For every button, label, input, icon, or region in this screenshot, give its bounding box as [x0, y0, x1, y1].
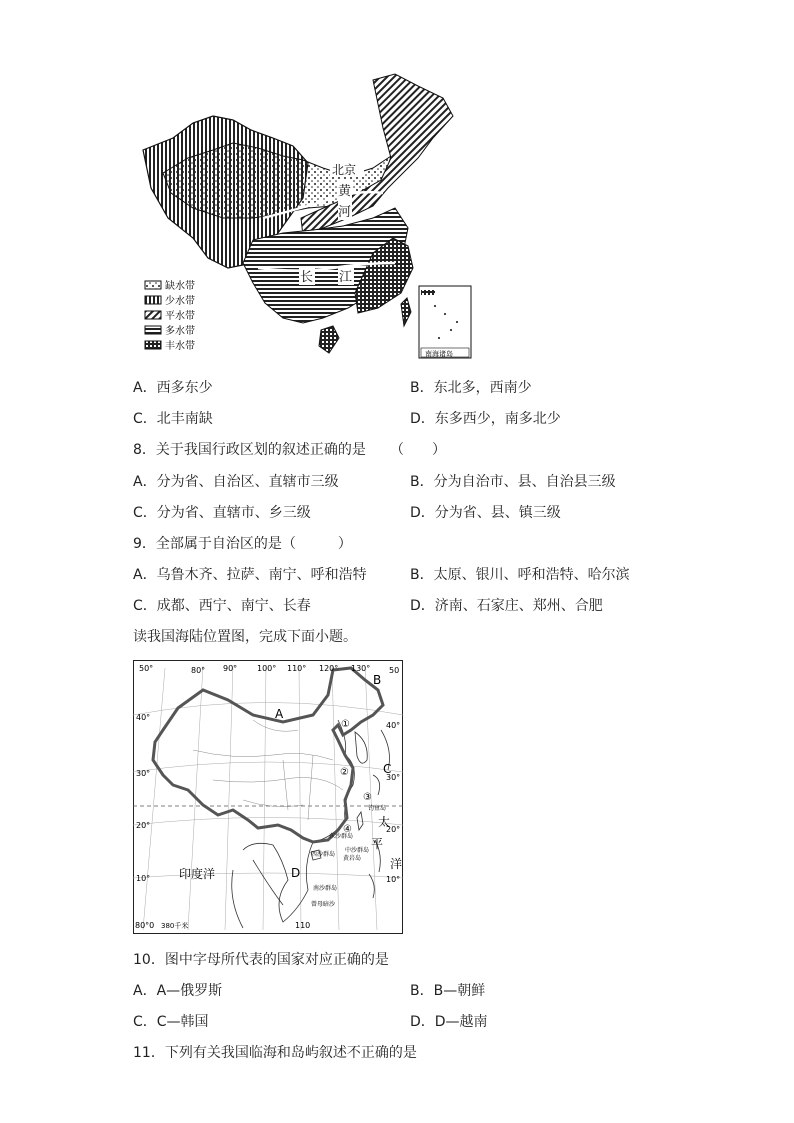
- q9-option-d[interactable]: D．济南、石家庄、郑州、合肥: [410, 598, 603, 614]
- island-label: 南沙群岛: [313, 885, 338, 892]
- q8-option-a[interactable]: A．分为省、自治区、直辖市三级: [133, 474, 339, 490]
- island-label: 东沙群岛: [329, 833, 354, 840]
- q9-option-c[interactable]: C．成都、西宁、南宁、长春: [133, 598, 311, 614]
- south-sea-inset: [419, 286, 471, 358]
- ocean-label-indian: 印度洋: [179, 867, 216, 881]
- pacific-label: 太: [378, 815, 391, 829]
- bottom-coord-label: 80°0: [135, 921, 155, 930]
- q11-stem: 11．下列有关我国临海和岛屿叙述不正确的是: [133, 1045, 417, 1061]
- lon-label: 100°: [257, 664, 277, 673]
- lon-label: 110°: [287, 664, 307, 673]
- legend-label: 丰水带: [165, 341, 195, 352]
- map-region-northeast: [301, 74, 453, 236]
- lat-label-left: 40°: [136, 713, 151, 722]
- sea-number: ①: [341, 719, 350, 730]
- q8-answer-blank: （ ）: [390, 442, 446, 458]
- sea-number: ②: [340, 767, 349, 778]
- sea-land-position-map: [133, 660, 403, 934]
- pacific-label: 洋: [390, 857, 403, 871]
- bottom-lon-label: 110: [295, 921, 311, 930]
- lat-label-right: 50: [389, 666, 400, 675]
- water-distribution-map: [133, 68, 478, 363]
- island-label: 中沙群岛: [345, 847, 370, 854]
- q7-option-b[interactable]: B．东北多，西南少: [410, 380, 532, 396]
- q9-stem: 9．全部属于自治区的是（ ）: [133, 536, 352, 552]
- legend-label: 平水带: [165, 311, 195, 322]
- section-intro: 读我国海陆位置图，完成下面小题。: [133, 629, 357, 645]
- q7-option-d[interactable]: D．东多西少，南多北少: [410, 411, 561, 427]
- label-huanghe-1: 黄: [338, 184, 352, 199]
- q8-option-c[interactable]: C．分为省、直辖市、乡三级: [133, 505, 311, 521]
- country-letter-a: A: [275, 707, 284, 721]
- island-label: 黄岩岛: [343, 855, 362, 862]
- lat-label-right: 30°: [386, 773, 401, 782]
- label-changjiang-1: 长: [300, 270, 314, 285]
- map-hainan: [319, 326, 339, 353]
- country-letter-c: C: [383, 762, 392, 776]
- q10-option-b[interactable]: B．B—朝鲜: [410, 983, 486, 999]
- map-legend: [145, 279, 195, 352]
- q7-option-a[interactable]: A．西多东少: [133, 380, 213, 396]
- lon-label: 50°: [139, 664, 154, 673]
- sea-number: ③: [363, 792, 372, 803]
- lon-label: 130°: [351, 664, 371, 673]
- island-label: 钓鱼岛: [368, 805, 387, 812]
- legend-label: 少水带: [165, 296, 195, 307]
- q10-option-a[interactable]: A．A—俄罗斯: [133, 983, 223, 999]
- inset-label: 南海诸岛: [425, 350, 453, 358]
- q10-option-d[interactable]: D．D—越南: [410, 1014, 488, 1030]
- map-taiwan: [401, 298, 411, 326]
- legend-label: 多水带: [165, 326, 195, 337]
- lon-label: 120°: [319, 664, 339, 673]
- q8-option-d[interactable]: D．分为省、县、镇三级: [410, 505, 561, 521]
- q10-option-c[interactable]: C．C—韩国: [133, 1014, 209, 1030]
- island-label: 西沙群岛: [311, 851, 336, 858]
- pacific-label: 平: [371, 837, 384, 851]
- lon-label: 80°: [191, 666, 206, 675]
- country-letter-d: D: [291, 866, 301, 880]
- q8-stem: 8．关于我国行政区划的叙述正确的是: [133, 442, 366, 458]
- q9-option-a[interactable]: A．乌鲁木齐、拉萨、南宁、呼和浩特: [133, 567, 367, 583]
- lat-label-left: 30°: [136, 769, 151, 778]
- q10-stem: 10．图中字母所代表的国家对应正确的是: [133, 952, 389, 968]
- label-beijing: 北京: [332, 163, 357, 177]
- lat-label-left: 20°: [136, 821, 151, 830]
- country-letter-b: B: [373, 673, 382, 687]
- lat-label-right: 10°: [386, 875, 401, 884]
- label-huanghe-2: 河: [338, 205, 352, 220]
- lon-label: 90°: [223, 664, 238, 673]
- legend-label: 缺水带: [165, 281, 195, 292]
- q7-option-c[interactable]: C．北丰南缺: [133, 411, 213, 427]
- label-changjiang-2: 江: [339, 270, 353, 285]
- lat-label-right: 20°: [386, 825, 401, 834]
- scale-label: 380千米: [161, 922, 189, 930]
- q9-option-b[interactable]: B．太原、银川、呼和浩特、哈尔滨: [410, 567, 630, 583]
- lat-label-left: 10°: [136, 874, 151, 883]
- island-label: 曾母暗沙: [311, 901, 336, 908]
- sea-number: ④: [343, 824, 352, 835]
- q8-option-b[interactable]: B．分为自治市、县、自治县三级: [410, 474, 616, 490]
- lat-label-right: 40°: [386, 721, 401, 730]
